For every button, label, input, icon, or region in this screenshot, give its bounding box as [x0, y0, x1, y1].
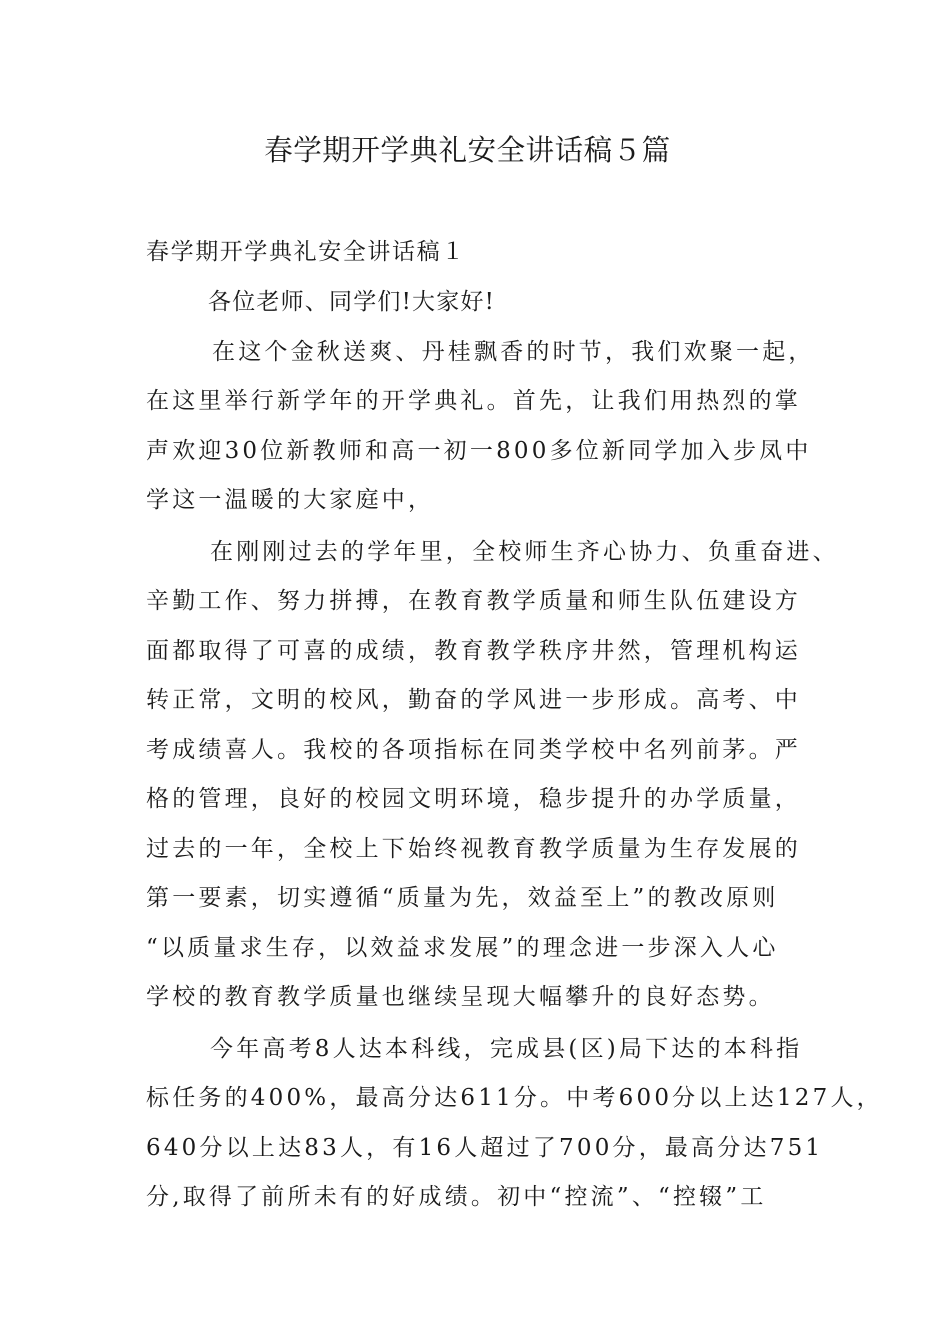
paragraph-line: 辛勤工作、努力拼搏，在教育教学质量和师生队伍建设方 — [146, 588, 801, 614]
paragraph-line: “以质量求生存，以效益求发展”的理念进一步深入人心 — [146, 935, 779, 961]
paragraph-line: 在刚刚过去的学年里，全校师生齐心协力、负重奋进、 — [210, 539, 839, 565]
document-title: 春学期开学典礼安全讲话稿５篇 — [264, 133, 671, 167]
paragraph-line: 过去的一年，全校上下始终视教育教学质量为生存发展的 — [146, 836, 801, 862]
paragraph-line: 考成绩喜人。我校的各项指标在同类学校中名列前茅。严 — [146, 737, 801, 763]
paragraph-line: 学校的教育教学质量也继续呈现大幅攀升的良好态势。 — [146, 984, 775, 1010]
paragraph-line: 学这一温暖的大家庭中， — [146, 487, 435, 513]
section-heading: 春学期开学典礼安全讲话稿１ — [146, 239, 466, 265]
paragraph-line: 分,取得了前所未有的好成绩。初中“控流”、“控辍”工 — [146, 1184, 767, 1210]
paragraph-line: 640分以上达83人，有16人超过了700分，最高分达751 — [146, 1135, 824, 1161]
paragraph-line: 在这个金秋送爽、丹桂飘香的时节，我们欢聚一起， — [212, 339, 815, 365]
greeting-paragraph: 各位老师、同学们!大家好! — [208, 289, 496, 315]
paragraph-line: 格的管理，良好的校园文明环境，稳步提升的办学质量， — [146, 786, 801, 812]
paragraph-line: 面都取得了可喜的成绩，教育教学秩序井然，管理机构运 — [146, 638, 801, 664]
paragraph-line: 第一要素，切实遵循“质量为先，效益至上”的教改原则 — [146, 885, 779, 911]
paragraph-line: 标任务的400%，最高分达611分。中考600分以上达127人， — [146, 1085, 883, 1111]
paragraph-line: 声欢迎30位新教师和高一初一800多位新同学加入步凤中 — [146, 438, 812, 464]
paragraph-line: 今年高考8人达本科线，完成县(区)局下达的本科指 — [210, 1036, 803, 1062]
paragraph-line: 在这里举行新学年的开学典礼。首先，让我们用热烈的掌 — [146, 388, 801, 414]
paragraph-line: 转正常，文明的校风，勤奋的学风进一步形成。高考、中 — [146, 687, 801, 713]
